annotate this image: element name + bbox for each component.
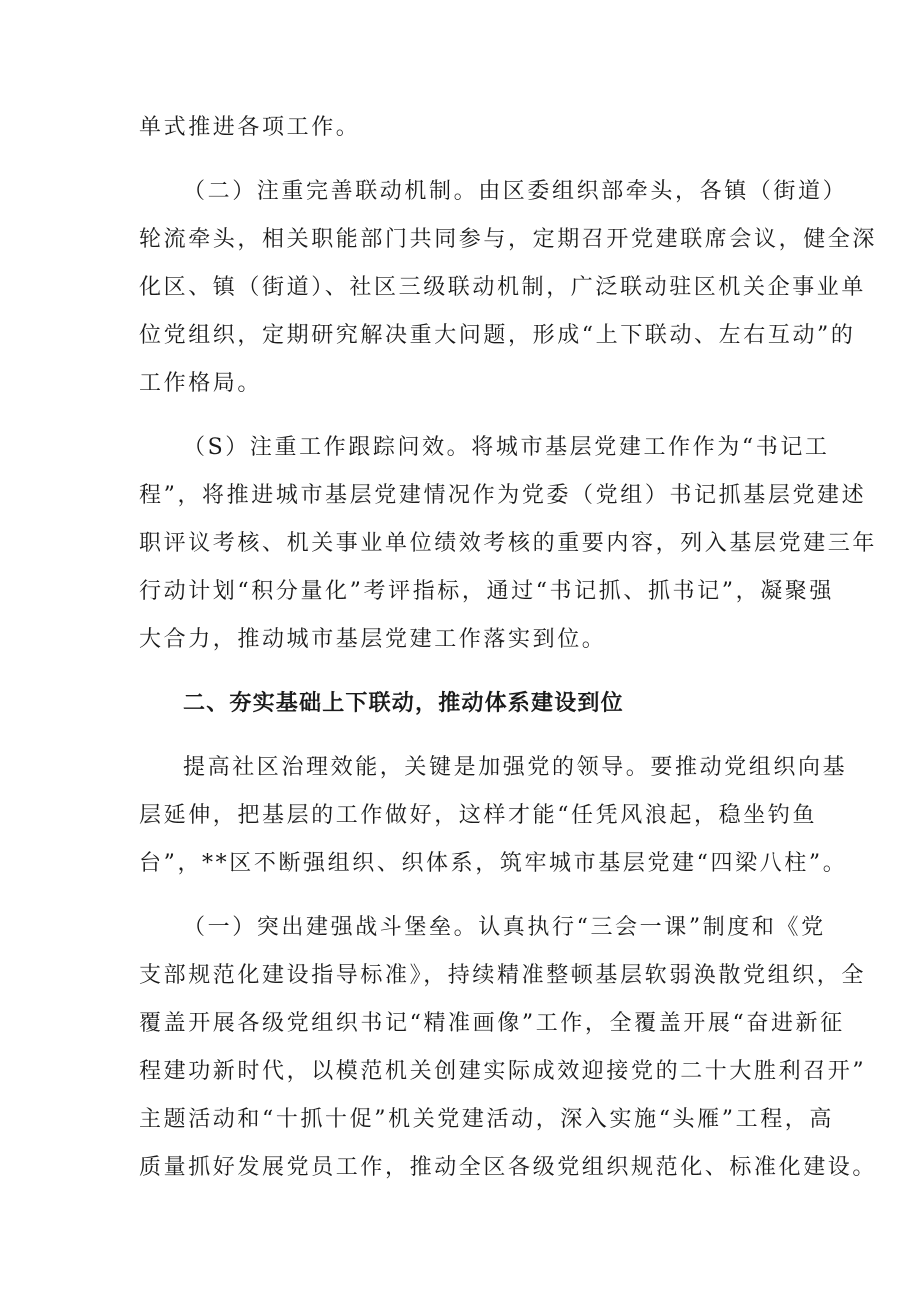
paragraph-line: 覆盖开展各级党组织书记“精准画像”工作，全覆盖开展“奋进新征	[139, 1011, 845, 1036]
paragraph-line: 程建功新时代，以模范机关创建实际成效迎接党的二十大胜利召开”	[139, 1059, 867, 1084]
paragraph-line: 工作格局。	[139, 371, 263, 396]
paragraph-line: 主题活动和“十抓十促”机关党建活动，深入实施“头雁”工程，高	[139, 1107, 834, 1132]
paragraph-line: 化区、镇（街道）、社区三级联动机制，广泛联动驻区机关企事业单	[139, 275, 867, 300]
paragraph-line: 大合力，推动城市基层党建工作落实到位。	[139, 627, 607, 652]
paragraph-line: 提高社区治理效能，关键是加强党的领导。要推动党组织向基	[183, 755, 848, 780]
paragraph-line: 支部规范化建设指导标准》，持续精准整顿基层软弱涣散党组织，全	[139, 963, 867, 988]
paragraph-line: 轮流牵头，相关职能部门共同参与，定期召开党建联席会议，健全深	[139, 227, 878, 252]
paragraph-line: （一）突出建强战斗堡垒。认真执行“三会一课”制度和《党	[183, 915, 826, 940]
paragraph-line: 质量抓好发展党员工作，推动全区各级党组织规范化、标准化建设。	[139, 1155, 878, 1180]
section-heading: 二、夯实基础上下联动，推动体系建设到位	[183, 691, 624, 716]
paragraph-line: 职评议考核、机关事业单位绩效考核的重要内容，列入基层党建三年	[139, 531, 878, 556]
paragraph-line: （S）注重工作跟踪问效。将城市基层党建工作作为“书记工	[183, 435, 830, 460]
paragraph-line: （二）注重完善联动机制。由区委组织部牵头，各镇（街道）	[183, 179, 848, 204]
paragraph-line: 单式推进各项工作。	[139, 115, 361, 140]
paragraph-line: 位党组织，定期研究解决重大问题，形成“上下联动、左右互动”的	[139, 323, 856, 348]
paragraph-line: 层延伸，把基层的工作做好，这样才能“任凭风浪起，稳坐钓鱼	[139, 803, 818, 828]
paragraph-line: 程”，将推进城市基层党建情况作为党委（党组）书记抓基层党建述	[139, 483, 867, 508]
paragraph-line: 台”，**区不断强组织、织体系，筑牢城市基层党建“四梁八柱”。	[139, 851, 848, 876]
paragraph-line: 行动计划“积分量化”考评指标，通过“书记抓、抓书记”，凝聚强	[139, 579, 834, 604]
